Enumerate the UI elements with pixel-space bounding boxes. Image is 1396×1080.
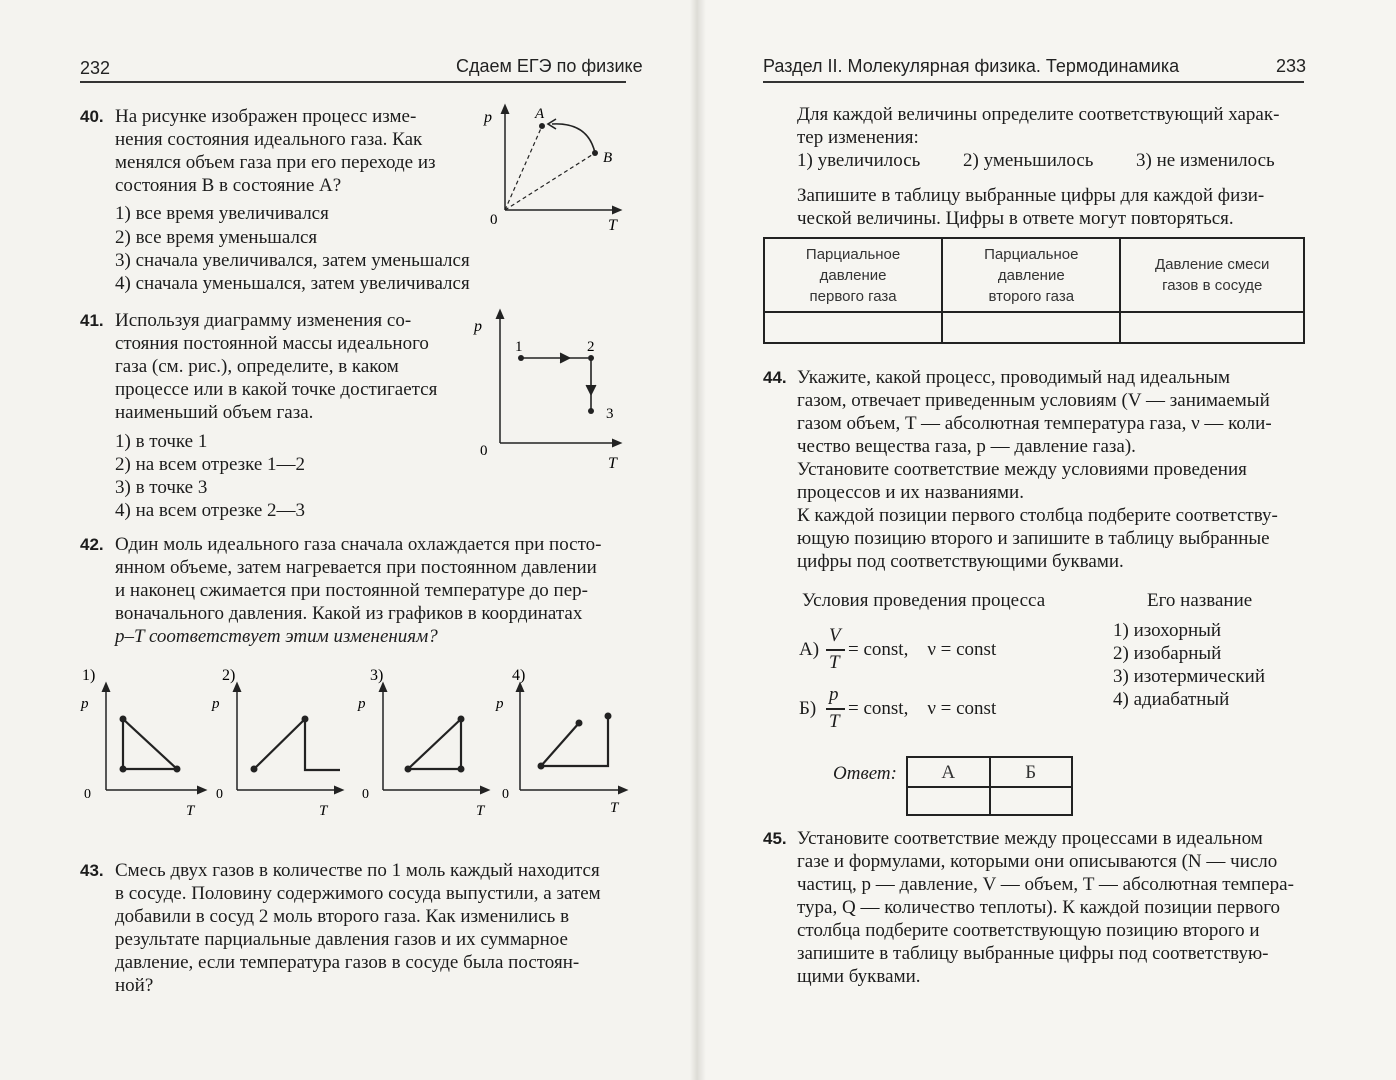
q44-line: К каждой позиции первого столбца подберите соответству- [797, 505, 1278, 526]
q44-line: Укажите, какой процесс, проводимый над идеальным [797, 367, 1231, 388]
q44-line: газом объем, T — абсолютная температура газа, ν — коли- [797, 413, 1272, 434]
graph-point [605, 713, 612, 720]
axis-label-p: p [358, 696, 366, 712]
condition-label: Б) [799, 698, 817, 719]
q41-option: 3) в точке 3 [115, 477, 208, 498]
point-1 [518, 355, 524, 361]
origin-label: 0 [480, 443, 488, 459]
axis-label-p: p [212, 696, 220, 712]
q43-line: Смесь двух газов в количестве по 1 моль каждый находится [115, 860, 600, 881]
axis-label-p: p [496, 696, 504, 712]
axis-label-t: T [476, 803, 485, 819]
condition-rest: = const, ν = const [848, 698, 997, 719]
segment-1-2-arrow [560, 353, 570, 363]
q42-line: янном объеме, затем нагревается при постоянном давлении [115, 557, 597, 578]
point-3 [588, 408, 594, 414]
point-b-label: B [603, 150, 613, 166]
q42-line: p–T соответствует этим изменениям? [115, 626, 438, 647]
q42-line: и наконец сжимается при постоянной температуре до пер- [115, 580, 588, 601]
graph-point [538, 763, 545, 770]
q44-names-header: Его название [1147, 590, 1253, 611]
process-curve [552, 124, 595, 153]
segment-2-3-arrow [586, 385, 596, 395]
point-3-label: 3 [606, 406, 614, 422]
q41-option: 2) на всем отрезке 1—2 [115, 454, 306, 475]
graph-label: 4) [512, 667, 526, 684]
graph-label: 2) [222, 667, 236, 684]
q45-line: запишите в таблицу выбранные цифры под соответствую- [797, 943, 1269, 964]
q45-line: столбца подберите соответствующую позицию второго и [797, 920, 1260, 941]
q44-conditions-header: Условия проведения процесса [802, 590, 1046, 611]
point-b [592, 150, 598, 156]
q43-line: в сосуде. Половину содержимого сосуда выпустили, а затем [115, 883, 601, 904]
header-line: давление [819, 266, 887, 284]
origin-label: 0 [490, 212, 498, 228]
answer-cell[interactable] [1120, 312, 1304, 343]
q44-number: 44. [763, 368, 787, 387]
left-page-number: 232 [80, 58, 111, 78]
graph-label: 1) [82, 667, 96, 684]
header-line: первого газа [809, 287, 897, 305]
isochore-b [505, 153, 595, 210]
answer-header-a: А [907, 757, 990, 787]
q45-line: частиц, p — давление, V — объем, T — абсолютная темпера- [797, 874, 1294, 895]
isochore-a [505, 126, 542, 210]
table-header-cell [942, 238, 1120, 312]
header-line: второго газа [988, 287, 1075, 305]
q43-line: ной? [115, 975, 154, 996]
condition-rest: = const, ν = const [848, 639, 997, 660]
right-running-head: Раздел II. Молекулярная физика. Термодинамика [763, 56, 1180, 76]
cycle-line [408, 719, 461, 769]
graph-point [251, 766, 258, 773]
q45-line: щими буквами. [797, 966, 921, 987]
axis-label-p: p [484, 109, 492, 126]
q43-cont-line: Для каждой величины определите соответствующий харак- [797, 104, 1280, 125]
q42-graphs [78, 660, 638, 825]
q42-line: Один моль идеального газа сначала охлаждается при посто- [115, 534, 602, 555]
q41-option: 1) в точке 1 [115, 431, 208, 452]
q43-cont-line: тер изменения: [797, 127, 919, 148]
q44-line: Установите соответствие между условиями проведения [797, 459, 1247, 480]
q40-line: На рисунке изображен процесс изме- [115, 106, 417, 127]
axis-label-t: T [319, 803, 328, 819]
header-line: Давление смеси [1154, 256, 1270, 273]
q41-line: наименьший объем газа. [115, 402, 314, 423]
graph-point [405, 766, 412, 773]
header-line: Парциальное [805, 245, 901, 263]
fraction-denominator: T [829, 711, 840, 732]
origin-label: 0 [362, 787, 369, 802]
q44-line: ющую позицию второго и запишите в таблицу выбранные [797, 528, 1270, 549]
header-line: газов в сосуде [1162, 277, 1263, 294]
q41-line: Используя диаграмму изменения со- [115, 310, 412, 331]
table-header-cell [764, 238, 942, 312]
q44-line: чество вещества газа, p — давление газа). [797, 436, 1136, 457]
q44-line: цифры под соответствующими буквами. [797, 551, 1124, 572]
table-header-cell [1120, 238, 1304, 312]
q44-line: газом, отвечает приведенным условиям (V — занимаемый [797, 390, 1270, 411]
point-2-label: 2 [587, 339, 595, 355]
cycle-line [254, 719, 340, 770]
q41-line: стояния постоянной массы идеального [115, 333, 429, 354]
q43-answer-table [763, 237, 1305, 344]
q41-line: газа (см. рис.), определите, в каком [115, 356, 399, 377]
right-page-number: 233 [1276, 56, 1307, 76]
q45-line: тура, Q — количество теплоты). К каждой позиции первого [797, 897, 1281, 918]
condition-label: А) [799, 639, 820, 660]
q44-answer-table [906, 756, 1073, 816]
answer-header-b: Б [990, 757, 1073, 787]
graph-4 [495, 667, 624, 816]
graph-point [174, 766, 181, 773]
q40-line: менялся объем газа при его переходе из [115, 152, 436, 173]
book-gutter [690, 0, 706, 1080]
point-1-label: 1 [515, 339, 523, 355]
q43-line: добавили в сосуд 2 моль второго газа. Как изменились в [115, 906, 570, 927]
fraction-numerator: V [829, 625, 841, 646]
q43-cont-line: ческой величины. Цифры в ответе могут повторяться. [797, 208, 1234, 229]
graph-point [458, 716, 465, 723]
q43-choice: 3) не изменилось [1136, 150, 1275, 171]
left-header-rule [80, 81, 626, 83]
process-name: 1) изохорный [1113, 620, 1222, 641]
graph-point [120, 766, 127, 773]
origin-label: 0 [216, 787, 223, 802]
q40-line: состояния B в состояние A? [115, 175, 342, 196]
q44-line: процессов и их названиями. [797, 482, 1024, 503]
axis-label-t: T [608, 217, 617, 234]
q43-line: давление, если температура газов в сосуде была постоян- [115, 952, 580, 973]
cycle-line [123, 719, 177, 769]
origin-label: 0 [84, 787, 91, 802]
graph-point [458, 766, 465, 773]
q40-option: 2) все время уменьшался [115, 227, 318, 248]
q45-line: газе и формулами, которыми они описываются (N — число [797, 851, 1278, 872]
q42-line: воначального давления. Какой из графиков в координатах [115, 603, 583, 624]
q40-option: 1) все время увеличивался [115, 203, 329, 224]
q40-option: 4) сначала уменьшался, затем увеличивался [115, 273, 470, 294]
fraction-numerator: p [829, 684, 839, 705]
q43-choice: 2) уменьшилось [963, 150, 1094, 171]
answer-cell[interactable] [942, 312, 1120, 343]
point-2 [588, 355, 594, 361]
q43-choice: 1) увеличилось [797, 150, 921, 171]
process-name: 2) изобарный [1113, 643, 1222, 664]
answer-label: Ответ: [833, 763, 897, 784]
answer-cell[interactable] [764, 312, 942, 343]
graph-1 [80, 667, 203, 819]
q41-line: процессе или в какой точке достигается [115, 379, 438, 400]
origin-label: 0 [502, 787, 509, 802]
cycle-line [541, 716, 608, 766]
left-running-head: Сдаем ЕГЭ по физике [456, 56, 643, 76]
axis-label-t: T [186, 803, 195, 819]
graph-2 [211, 667, 340, 819]
q40-figure [470, 100, 630, 235]
graph-3 [357, 667, 486, 819]
axis-label-p: p [81, 696, 89, 712]
q40-number: 40. [80, 107, 104, 126]
q43-cont-line: Запишите в таблицу выбранные цифры для каждой физи- [797, 185, 1265, 206]
axis-label-t: T [608, 455, 617, 472]
q40-line: нения состояния идеального газа. Как [115, 129, 423, 150]
point-a-label: A [535, 106, 545, 122]
point-a [539, 123, 545, 129]
q41-figure [470, 305, 630, 475]
q41-number: 41. [80, 311, 104, 330]
process-name: 4) адиабатный [1113, 689, 1230, 710]
graph-label: 3) [370, 667, 384, 684]
right-header-rule [763, 81, 1304, 83]
header-line: Парциальное [984, 245, 1079, 263]
graph-point [576, 720, 583, 727]
q43-line: результате парциальные давления газов и их суммарное [115, 929, 568, 950]
q42-number: 42. [80, 535, 104, 554]
process-name: 3) изотермический [1113, 666, 1265, 687]
header-line: давление [997, 266, 1065, 284]
graph-point [120, 716, 127, 723]
q41-option: 4) на всем отрезке 2—3 [115, 500, 306, 521]
fraction-denominator: T [829, 652, 840, 673]
q40-option: 3) сначала увеличивался, затем уменьшался [115, 250, 470, 271]
axis-label-t: T [610, 800, 619, 816]
axis-label-p: p [474, 318, 482, 335]
q45-line: Установите соответствие между процессами в идеальном [797, 828, 1263, 849]
graph-point [302, 716, 309, 723]
answer-cell[interactable] [990, 787, 1073, 815]
q45-number: 45. [763, 829, 787, 848]
answer-cell[interactable] [907, 787, 990, 815]
q43-number: 43. [80, 861, 104, 880]
